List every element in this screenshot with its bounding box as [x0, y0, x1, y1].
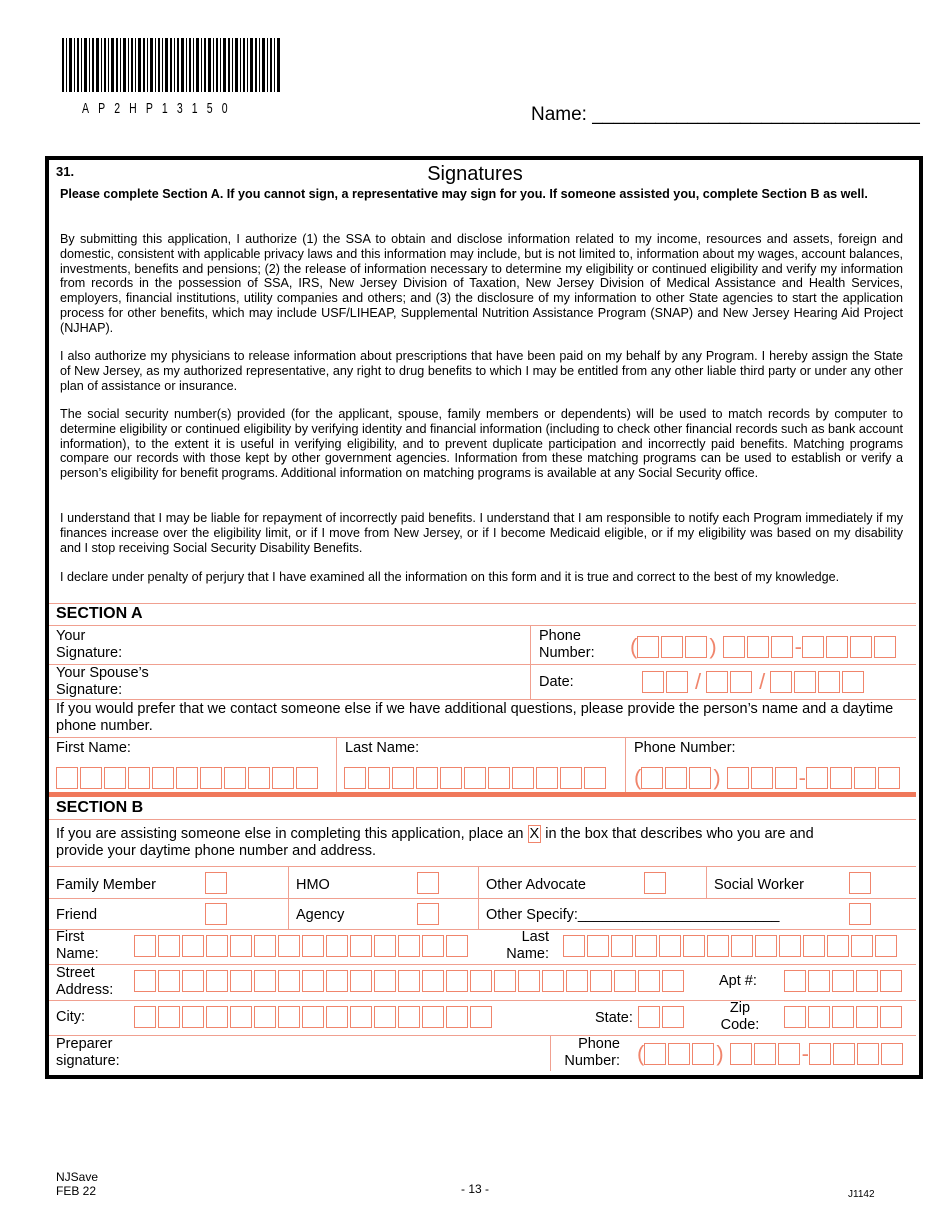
contact-phone-label: Phone Number:: [634, 740, 736, 756]
your-signature-label: Your Signature:: [56, 628, 123, 661]
section-title: Signatures: [427, 163, 523, 185]
phone-number-boxes[interactable]: ( ) -: [630, 636, 898, 658]
barcode: [62, 38, 280, 92]
preparer-first-name-boxes[interactable]: [134, 935, 470, 957]
other-advocate-checkbox[interactable]: [644, 872, 666, 894]
ssn-paragraph: The social security number(s) provided (for the applicant, spouse, family members or dependents) will be used to match records by computer to determine eligibility or continued eligibility by verifying identity and financial information (including to check other financial records such as bank account information), to the extent it is useful in verifying eligibility, and to prevent duplicate participation and incorrectly paid benefits. Matching programs compare our records with those kept by other government agencies. Information from these matching programs can be used to establish or verify a person’s eligibility for benefit programs. Additional information on matching programs is available at any Social Security office.: [60, 407, 903, 481]
option-social-worker-label: Social Worker: [714, 877, 804, 893]
city-label: City:: [56, 1009, 85, 1025]
page-number: - 13 -: [460, 1182, 489, 1196]
intro-text: Please complete Section A. If you cannot sign, a representative may sign for you. If someone assisted you, complete Section B as well.: [60, 187, 868, 201]
friend-checkbox[interactable]: [205, 903, 227, 925]
contact-last-name-boxes[interactable]: [344, 767, 608, 789]
agency-checkbox[interactable]: [417, 903, 439, 925]
section-b-instructions: If you are assisting someone else in completing this application, place an X in the box that describes who you are and provide your daytime phone number and address.: [56, 826, 814, 859]
contact-first-name-boxes[interactable]: [56, 767, 320, 789]
last-name-label: Last Name:: [345, 740, 420, 756]
preparer-phone-boxes[interactable]: ( ) -: [637, 1043, 905, 1065]
state-label: State:: [595, 1010, 633, 1026]
form-code: J1142: [848, 1189, 875, 1200]
zip-code-label: Zip Code:: [720, 1000, 760, 1033]
preparer-last-name-boxes[interactable]: [563, 935, 899, 957]
contact-phone-boxes[interactable]: ( ) -: [634, 767, 902, 789]
perjury-paragraph: I declare under penalty of perjury that I have examined all the information on this form and it is true and correct to the best of my knowledge.: [60, 570, 840, 584]
option-other-advocate-label: Other Advocate: [486, 877, 586, 893]
section-b-title: SECTION B: [56, 799, 144, 816]
your-signature-field[interactable]: [140, 628, 525, 664]
option-family-member-label: Family Member: [56, 877, 156, 893]
section-a-title: SECTION A: [56, 605, 143, 622]
date-boxes[interactable]: / /: [642, 671, 866, 693]
liability-paragraph: I understand that I may be liable for repayment of incorrectly paid benefits. I understand that I am responsible to notify each Program immediately if my finances increase over the eligibility limit, or if I move from New Jersey, or if I become Medicaid eligible, or if my eligibility was based on my disability and I stop receiving Social Security Disability Benefits.: [60, 511, 903, 555]
option-other-specify-label: Other Specify:_________________________: [486, 907, 780, 923]
preparer-signature-field[interactable]: [134, 1037, 544, 1069]
option-agency-label: Agency: [296, 907, 345, 923]
first-name-label: First Name:: [56, 740, 131, 756]
date-label: Date:: [539, 674, 574, 690]
preparer-first-name-label: First Name:: [56, 929, 99, 962]
authorization-paragraph: By submitting this application, I authorize (1) the SSA to obtain and disclose information related to my income, resources and assets, foreign and domestic, consistent with applicable privacy laws and this information may include, but is not limited to, information about my wages, account balances, investments, benefits and pensions; (2) the release of information necessary to determine my eligibility or continued eligibility and verify my information from records in the possession of SSA, IRS, New Jersey Division of Taxation, New Jersey Division of Medical Assistance and Health Services, employers, financial institutions, utility companies and others; and (3) the disclosure of my information to other State agencies to start the application process for other benefits, which may include USF/LIHEAP, Supplemental Nutrition Assistance Program (SNAP) and New Jersey Hearing Aid Project (NJHAP).: [60, 232, 903, 335]
barcode-text: AP2HP13150: [82, 100, 237, 117]
question-number: 31.: [56, 164, 75, 179]
preparer-phone-label: Phone Number:: [564, 1036, 620, 1069]
phone-label: Phone Number:: [539, 628, 595, 661]
spouse-signature-label: Your Spouse’s Signature:: [56, 665, 149, 698]
street-address-label: Street Address:: [56, 965, 114, 998]
section-divider: [49, 792, 916, 797]
physicians-paragraph: I also authorize my physicians to release information about prescriptions that have been paid on my behalf by any Program. I hereby assign the State of New Jersey, as my authorized representative, any right to drug benefits to which I may be entitled from any other liable third party or under any other plan of assistance or insurance.: [60, 349, 903, 393]
other-specify-checkbox[interactable]: [849, 903, 871, 925]
preparer-signature-label: Preparer signature:: [56, 1036, 120, 1069]
street-address-boxes[interactable]: [134, 970, 686, 992]
contact-someone-text: If you would prefer that we contact someone else if we have additional questions, please provide the person’s name and a daytime phone number.: [56, 701, 894, 734]
zip-code-boxes[interactable]: [784, 1006, 904, 1028]
city-boxes[interactable]: [134, 1006, 494, 1028]
apt-boxes[interactable]: [784, 970, 904, 992]
social-worker-checkbox[interactable]: [849, 872, 871, 894]
spouse-signature-field[interactable]: [160, 666, 525, 698]
option-hmo-label: HMO: [296, 877, 330, 893]
option-friend-label: Friend: [56, 907, 98, 923]
apt-label: Apt #:: [719, 973, 757, 989]
state-boxes[interactable]: [638, 1006, 686, 1028]
name-field[interactable]: Name: _______________________________: [531, 104, 920, 125]
hmo-checkbox[interactable]: [417, 872, 439, 894]
family-member-checkbox[interactable]: [205, 872, 227, 894]
preparer-last-name-label: Last Name:: [506, 929, 549, 962]
footer-left: NJSave FEB 22: [56, 1170, 99, 1198]
